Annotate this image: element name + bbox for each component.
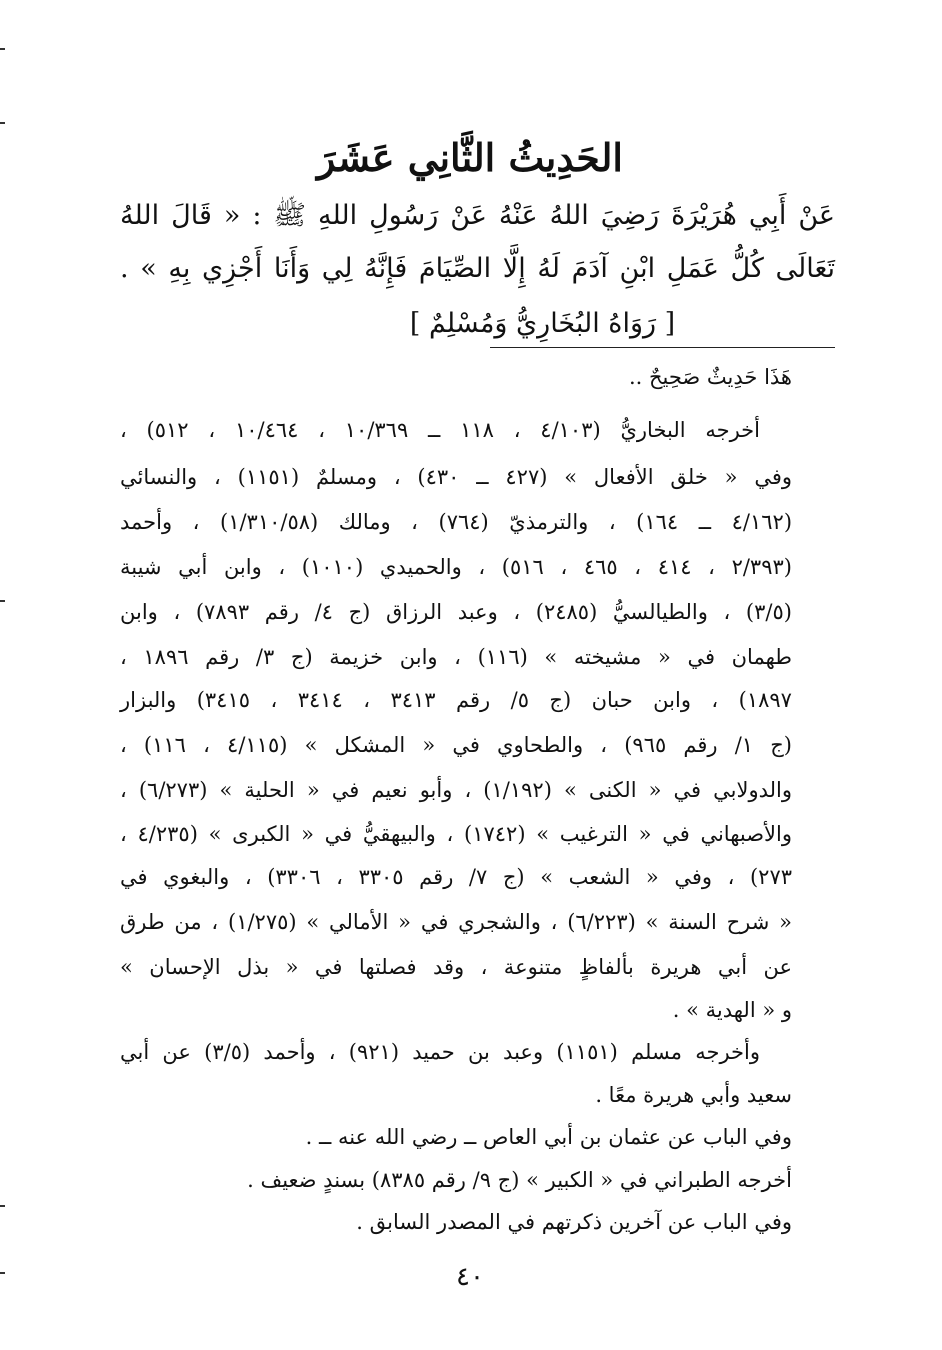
commentary-line: وفي الباب عن آخرين ذكرتهم في المصدر السابق . xyxy=(356,1210,792,1234)
commentary-line: عن أبي هريرة بألفاظٍ متنوعة ، وقد فصلتها في « بذل الإحسان » xyxy=(120,955,792,979)
scan-edge-mark xyxy=(0,122,5,124)
narration-source: [ رَوَاهُ البُخَارِيُّ وَمُسْلِمٌ ] xyxy=(409,308,676,339)
scan-edge-mark xyxy=(0,48,5,50)
commentary-line: أخرجه الطبراني في « الكبير » (ج ٩/ رقم ٨٣٨٥) بسندٍ ضعيف . xyxy=(247,1168,792,1192)
section-divider xyxy=(490,347,835,348)
hadith-text-line: عَنْ أَبِي هُرَيْرَةَ رَضِيَ اللهُ عَنْهُ عَنْ رَسُولِ اللهِ ﷺ : « قَالَ اللهُ xyxy=(120,200,835,231)
commentary-line: (٢/٣٩٣ ، ٤١٤ ، ٤٦٥ ، ٥١٦) ، والحميدي (١٠١٠) ، وابن أبي شيبة xyxy=(120,555,792,579)
commentary-line: طهمان في « مشيخته » (١١٦) ، وابن خزيمة (ج ٣/ رقم ١٨٩٦ ، xyxy=(120,645,792,669)
commentary-line: « شرح السنة » (٦/٢٢٣) ، والشجري في « الأمالي » (١/٢٧٥) ، من طرق xyxy=(120,910,792,934)
commentary-line: هَذَا حَدِيثٌ صَحِيحٌ .. xyxy=(628,365,792,389)
commentary-line: (٣/٥) ، والطيالسيُّ (٢٤٨٥) ، وعبد الرزاق (ج ٤/ رقم ٧٨٩٣) ، وابن xyxy=(120,600,792,624)
scan-edge-mark xyxy=(0,1272,5,1274)
hadith-title: الحَدِيثُ الثَّانِي عَشَرَ xyxy=(317,135,623,180)
commentary-line: و « الهدية » . xyxy=(672,998,792,1022)
commentary-line: أخرجه البخاريُّ (٤/١٠٣ ، ١١٨ ــ ١٠/٣٦٩ ، ١٠/٤٦٤ ، ٥١٢) ، xyxy=(120,418,760,442)
commentary-line: وفي « خلق الأفعال » (٤٢٧ ــ ٤٣٠) ، ومسلمٌ (١١٥١) ، والنسائي xyxy=(120,465,792,489)
commentary-line: وفي الباب عن عثمان بن أبي العاص ــ رضي الله عنه ــ . xyxy=(305,1125,792,1149)
scan-edge-mark xyxy=(0,1205,5,1207)
commentary-line: (٤/١٦٢ ــ ١٦٤) ، والترمذيّ (٧٦٤) ، ومالك (١/٣١٠/٥٨) ، وأحمد xyxy=(120,510,793,534)
scan-edge-mark xyxy=(0,600,5,602)
page-number: ٤٠ xyxy=(456,1262,484,1292)
commentary-line: والدولابي في « الكنى » (١/١٩٢) ، وأبو نعيم في « الحلية » (٦/٢٧٣) ، xyxy=(120,778,792,802)
commentary-line: ١٨٩٧) ، وابن حبان (ج ٥/ رقم ٣٤١٣ ، ٣٤١٤ ، ٣٤١٥) والبزار xyxy=(120,688,792,712)
hadith-text-line: تَعَالَى كُلُّ عَمَلِ ابْنِ آدَمَ لَهُ إِلَّا الصِّيَامَ فَإِنَّهُ لِي وَأَنَا أَجْزِي بِهِ » . xyxy=(120,253,835,284)
commentary-line: والأصبهاني في « الترغيب » (١٧٤٢) ، والبيهقيُّ في « الكبرى » (٤/٢٣٥ ، xyxy=(120,822,793,846)
commentary-line: (ج ١/ رقم ٩٦٥) ، والطحاوي في « المشكل » (٤/١١٥ ، ١١٦) ، xyxy=(120,733,792,757)
commentary-line: وأخرجه مسلم (١١٥١) وعبد بن حميد (٩٢١) ، وأحمد (٣/٥) عن أبي xyxy=(120,1040,760,1064)
commentary-line: ٢٧٣) ، وفي « الشعب » (ج ٧/ رقم ٣٣٠٥ ، ٣٣٠٦) ، والبغوي في xyxy=(120,865,793,889)
commentary-line: سعيد وأبي هريرة معًا . xyxy=(595,1083,792,1107)
